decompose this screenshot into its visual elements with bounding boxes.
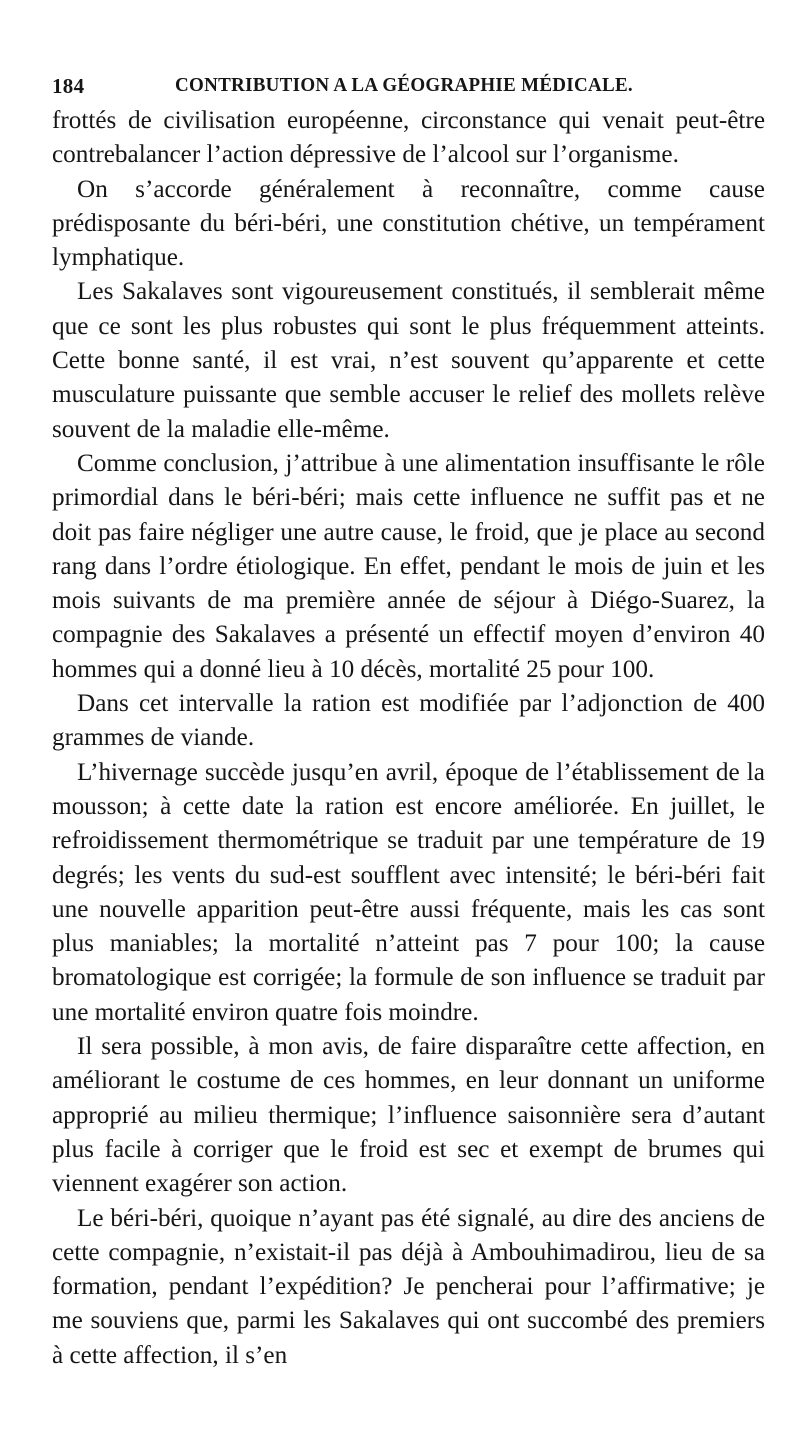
body-text xyxy=(52,104,765,1373)
paragraph-prevention: Il sera possible, à mon avis, de faire disparaître cette affection, en améliorant le costume de ces hommes, en leur donnant un uniforme approprié au milieu thermique; l’influence saisonnière sera d’autant plus facile à corriger que le froid est sec et exempt de brumes qui viennent exagérer son action. xyxy=(52,1033,765,1198)
paragraph-sakalaves-constitution: Les Sakalaves sont vigoureusement constitués, il semblerait même que ce sont les plus robustes qui sont le plus fréquemment atteints. Cette bonne santé, il est vrai, n’est souvent qu’apparente et cette musculature puissante que semble accuser le relief des mollets relève souvent de la maladie elle-même. xyxy=(52,278,765,443)
paragraph-ambouhimadirou: Le béri-béri, quoique n’ayant pas été signalé, au dire des anciens de cette compagnie, n’existait-il pas déjà à Ambouhimadirou, lieu de sa formation, pendant l’expédition? Je pencherai pour l’affirmative; je me souviens que, parmi les Sakalaves qui ont succombé des premiers à cette affection, il s’en xyxy=(52,1204,765,1369)
paragraph-ration-change: Dans cet intervalle la ration est modifiée par l’adjonction de 400 grammes de viande. xyxy=(52,690,765,752)
book-page xyxy=(52,70,765,1373)
paragraph-continuation: frottés de civilisation européenne, circonstance qui venait peut-être contrebalancer l’action dépressive de l’alcool sur l’organisme. xyxy=(52,107,765,169)
paragraph-hivernage: L’hivernage succède jusqu’en avril, époque de l’établissement de la mousson; à cette date la ration est encore améliorée. En juillet, le refroidissement thermométrique se traduit par une température de 19 degrés; les vents du sud-est soufflent avec intensité; le béri-béri fait une nouvelle apparition peut-être aussi fréquente, mais les cas sont plus maniables; la mortalité n’atteint pas 7 pour 100; la cause bromatologique est corrigée; la formule de son influence se traduit par une mortalité environ quatre fois moindre. xyxy=(52,758,765,1026)
page-number: 184 xyxy=(52,74,85,98)
running-head xyxy=(52,70,765,104)
running-title: CONTRIBUTION A LA GÉOGRAPHIE MÉDICALE. xyxy=(175,74,633,96)
paragraph-predisposing-cause: On s’accorde généralement à reconnaître, comme cause prédisposante du béri-béri, une constitution chétive, un tempérament lymphatique. xyxy=(52,175,765,272)
paragraph-conclusion: Comme conclusion, j’attribue à une alimentation insuffisante le rôle primordial dans le béri-béri; mais cette influence ne suffit pas et ne doit pas faire négliger une autre cause, le froid, que je place au second rang dans l’ordre étiologique. En effet, pendant le mois de juin et les mois suivants de ma première année de séjour à Diégo-Suarez, la compagnie des Sakalaves a présenté un effectif moyen d’environ 40 hommes qui a donné lieu à 10 décès, mortalité 25 pour 100. xyxy=(52,449,765,683)
